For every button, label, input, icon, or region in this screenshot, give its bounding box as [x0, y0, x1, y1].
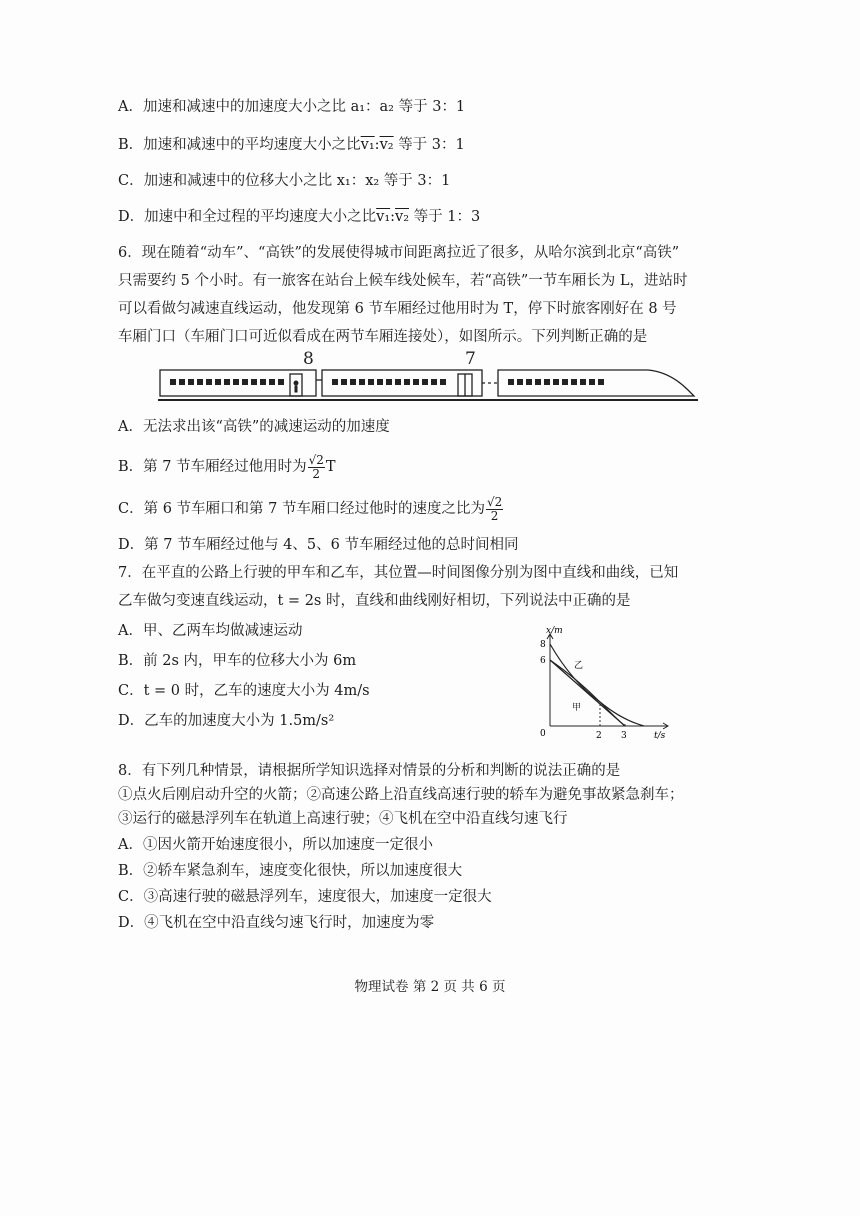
xtick-2: 2: [596, 731, 602, 740]
q5-option-b-v2: v₂: [379, 137, 394, 153]
page-footer: 物理试卷 第 2 页 共 6 页: [354, 979, 506, 995]
q8-stem-line1: 8．有下列几种情景，请根据所学知识选择对情景的分析和判断的说法正确的是: [118, 763, 621, 779]
q6-option-a: A．无法求出该“高铁”的减速运动的加速度: [118, 419, 390, 435]
curve-yi: [550, 644, 644, 726]
q7-stem-line1: 7．在平直的公路上行驶的甲车和乙车，其位置—时间图像分别为图中直线和曲线，已知: [118, 565, 679, 581]
q5-option-a: A．加速和减速中的加速度大小之比 a₁：a₂ 等于 3：1: [118, 99, 466, 115]
traveler-icon: [294, 381, 299, 393]
x-axis-label: t/s: [654, 731, 666, 740]
line-jia-straight: [550, 660, 625, 726]
q5-option-b-suffix: 等于 3：1: [398, 137, 465, 153]
q6-option-c-numerator: √2: [486, 494, 503, 509]
q6-stem-line3: 可以看做匀减速直线运动，他发现第 6 节车厢经过他用时为 T，停下时旅客刚好在 8 号: [118, 301, 677, 317]
q6-option-c-text: C．第 6 节车厢口和第 7 节车厢口经过他时的速度之比为: [118, 501, 485, 517]
q5-option-b: B．加速和减速中的平均速度大小之比v₁:v₂ 等于 3：1: [118, 137, 465, 153]
xtick-3: 3: [621, 731, 627, 740]
car-label-8: 8: [303, 350, 314, 369]
q6-option-b-fraction: [308, 454, 325, 481]
q6-option-b: [118, 452, 336, 482]
q5-option-d-text: D．加速中和全过程的平均速度大小之比: [118, 209, 377, 225]
car-label-7: 7: [465, 350, 476, 369]
q8-option-d: D．④飞机在空中沿直线匀速飞行时，加速度为零: [118, 915, 435, 931]
q7-option-c: C．t = 0 时，乙车的速度大小为 4m/s: [118, 683, 370, 699]
q7-option-b: B．前 2s 内，甲车的位移大小为 6m: [118, 653, 357, 669]
q6-option-b-denominator: 2: [312, 466, 321, 481]
label-jia: 甲: [572, 703, 582, 713]
ytick-8: 8: [540, 640, 546, 650]
q7-option-a: A．甲、乙两车均做减速运动: [118, 623, 303, 639]
q6-option-b-numerator: √2: [308, 452, 324, 467]
q8-option-c: C．③高速行驶的磁悬浮列车，速度很大，加速度一定很大: [118, 889, 492, 905]
q7-option-d: D．乙车的加速度大小为 1.5m/s²: [118, 713, 335, 729]
q6-stem-line2: 只需要约 5 个小时。有一旅客在站台上候车线处候车，若“高铁”一节车厢长为 L，进站时: [118, 273, 688, 289]
ytick-6: 6: [540, 656, 546, 666]
q5-option-d-suffix: 等于 1：3: [413, 209, 481, 225]
q8-stem-line3: ③运行的磁悬浮列车在轨道上高速行驶；④飞机在空中沿直线匀速飞行: [118, 811, 568, 827]
q6-stem-line1: 6．现在随着“动车”、“高铁”的发展使得城市间距离拉近了很多，从哈尔滨到北京“高铁”: [118, 245, 680, 261]
xt-graph: [536, 622, 676, 740]
q6-option-b-unit: T: [325, 459, 336, 475]
train-diagram: [158, 350, 698, 406]
q5-option-b-v1: v₁: [360, 137, 375, 153]
y-axis-label: x/m: [546, 626, 563, 636]
q5-option-d-v1: v₁: [376, 209, 391, 225]
label-yi: 乙: [574, 661, 584, 671]
q5-option-d: D．加速中和全过程的平均速度大小之比v₁:v₂ 等于 1：3: [118, 209, 481, 225]
q6-option-c-denominator: 2: [490, 508, 499, 523]
q6-stem-line4: 车厢门口（车厢门口可近似看成在两节车厢连接处），如图所示。下列判断正确的是: [118, 329, 648, 345]
q8-stem-line2: ①点火后刚启动升空的火箭；②高速公路上沿直线高速行驶的轿车为避免事故紧急刹车；: [118, 787, 684, 803]
q7-stem-line2: 乙车做匀变速直线运动，t = 2s 时，直线和曲线刚好相切，下列说法中正确的是: [118, 593, 631, 609]
q5-option-c: C．加速和减速中的位移大小之比 x₁：x₂ 等于 3：1: [118, 173, 451, 189]
q6-option-c: [118, 494, 504, 524]
q8-option-b: B．②轿车紧急刹车，速度变化很快，所以加速度很大: [118, 863, 463, 879]
q5-option-b-text: B．加速和减速中的平均速度大小之比: [118, 137, 361, 153]
graph-axes: [547, 634, 668, 729]
q8-option-a: A．①因火箭开始速度很小，所以加速度一定很小: [118, 837, 433, 853]
car-windows: [170, 379, 604, 385]
q6-option-b-text: B．第 7 节车厢经过他用时为: [118, 459, 307, 475]
q5-option-d-v2: v₂: [395, 209, 410, 225]
q6-option-c-fraction: [486, 496, 503, 523]
origin-label: 0: [540, 729, 546, 739]
q6-option-d: D．第 7 节车厢经过他与 4、5、6 节车厢经过他的总时间相同: [118, 537, 519, 553]
